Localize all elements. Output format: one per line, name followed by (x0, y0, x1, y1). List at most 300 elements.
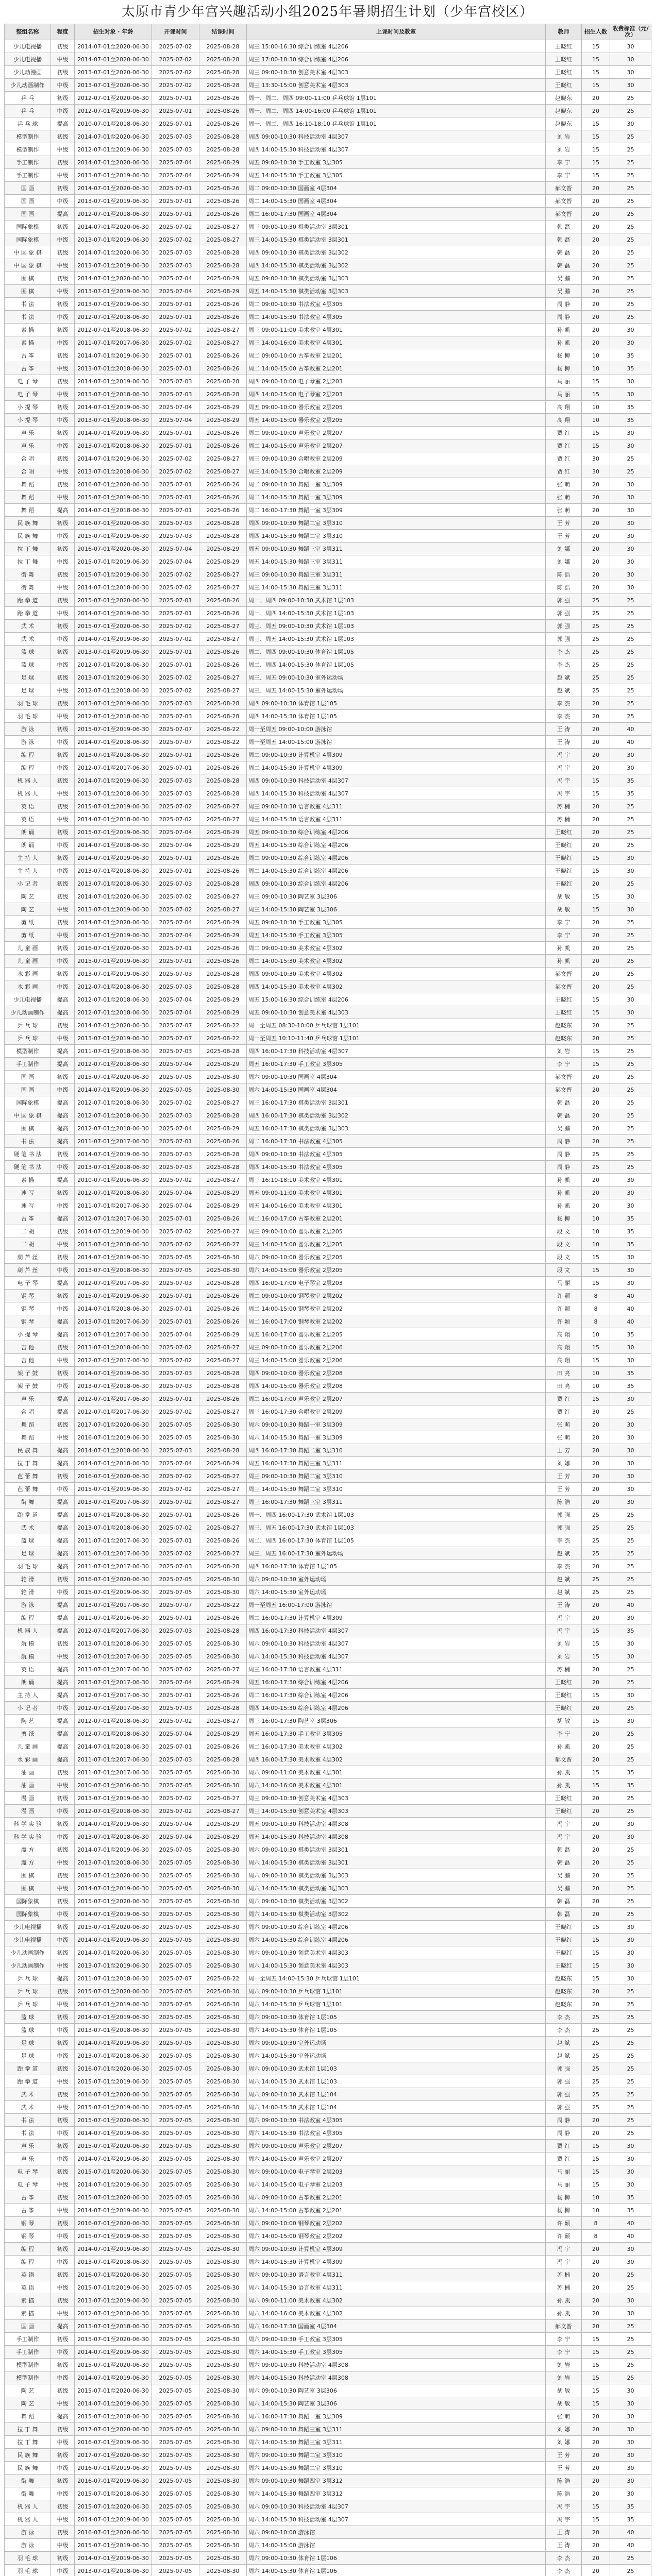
fee-cell: 25 (610, 800, 651, 813)
level-cell: 初级 (51, 2294, 75, 2307)
quota-cell: 20 (582, 1032, 610, 1045)
table-row (5, 169, 651, 182)
end-date-cell: 2025-08-27 (199, 465, 247, 478)
teacher-cell: 李 宁 (546, 929, 582, 942)
quota-cell: 20 (582, 877, 610, 890)
teacher-cell: 郭 强 (546, 2101, 582, 2114)
table-row (5, 2552, 651, 2565)
course-name-cell: 跆 拳 道 (5, 607, 51, 620)
end-date-cell: 2025-08-30 (199, 2256, 247, 2268)
start-date-cell: 2025-07-03 (152, 1109, 199, 1122)
table-row (5, 1921, 651, 1934)
level-cell: 提高 (51, 1006, 75, 1019)
fee-cell: 40 (610, 1315, 651, 1328)
quota-cell: 25 (582, 658, 610, 671)
schedule-room-cell: 周六 09:00-10:30 舞蹈一室 3层309 (247, 1418, 546, 1431)
course-name-cell: 跆 拳 道 (5, 2062, 51, 2075)
end-date-cell: 2025-08-28 (199, 1380, 247, 1393)
age-range-cell: 2013-07-01至2018-06-30 (75, 2256, 152, 2268)
table-row (5, 1122, 651, 1135)
end-date-cell: 2025-08-26 (199, 195, 247, 208)
quota-cell: 15 (582, 2371, 610, 2384)
teacher-cell: 高 翔 (546, 414, 582, 427)
quota-cell: 20 (582, 1457, 610, 1470)
course-name-cell: 舞 蹈 (5, 2410, 51, 2423)
end-date-cell: 2025-08-30 (199, 2475, 247, 2487)
schedule-room-cell: 周五 14:00-15:30 舞蹈三室 3层311 (247, 555, 546, 568)
table-row (5, 2359, 651, 2371)
quota-cell: 20 (582, 221, 610, 233)
age-range-cell: 2014-07-01至2019-06-30 (75, 633, 152, 646)
teacher-cell: 王 芳 (546, 517, 582, 530)
course-name-cell: 少儿动画制作 (5, 1959, 51, 1972)
start-date-cell: 2025-07-05 (152, 1083, 199, 1096)
fee-cell: 30 (610, 1934, 651, 1946)
end-date-cell: 2025-08-30 (199, 2449, 247, 2462)
table-row (5, 130, 651, 143)
start-date-cell: 2025-07-05 (152, 2320, 199, 2333)
fee-cell: 30 (610, 2384, 651, 2397)
quota-cell: 20 (582, 1869, 610, 1882)
start-date-cell: 2025-07-03 (152, 968, 199, 980)
start-date-cell: 2025-07-03 (152, 530, 199, 543)
schedule-room-cell: 周四 14:00-15:30 科技活动室 4层307 (247, 787, 546, 800)
age-range-cell: 2014-07-01至2020-06-30 (75, 53, 152, 66)
teacher-cell: 郭 强 (546, 607, 582, 620)
schedule-room-cell: 周二、周四 14:00-15:30 体育馆 1层105 (247, 658, 546, 671)
level-cell: 初级 (51, 671, 75, 684)
end-date-cell: 2025-08-30 (199, 2384, 247, 2397)
end-date-cell: 2025-08-27 (199, 1483, 247, 1496)
quota-cell: 15 (582, 852, 610, 865)
course-name-cell: 街 舞 (5, 2475, 51, 2487)
level-cell: 初级 (51, 2062, 75, 2075)
quota-cell: 15 (582, 1354, 610, 1367)
start-date-cell: 2025-07-01 (152, 1315, 199, 1328)
age-range-cell: 2014-07-01至2020-06-30 (75, 246, 152, 259)
level-cell: 中级 (51, 414, 75, 427)
schedule-room-cell: 周六 14:00-15:30 室外运动场 (247, 1586, 546, 1599)
teacher-cell: 孙 凯 (546, 1187, 582, 1199)
quota-cell: 15 (582, 53, 610, 66)
schedule-room-cell: 周三 09:00-10:30 合唱教室 2层209 (247, 452, 546, 465)
quota-cell: 20 (582, 2320, 610, 2333)
schedule-room-cell: 周四 09:00-10:00 电子琴室 2层203 (247, 375, 546, 388)
course-name-cell: 朗 诵 (5, 839, 51, 852)
age-range-cell: 2015-07-01至2020-06-30 (75, 594, 152, 607)
schedule-room-cell: 周三 09:00-10:30 语言教室 4层311 (247, 800, 546, 813)
schedule-room-cell: 周二 16:00-17:00 古筝教室 2层201 (247, 1212, 546, 1225)
teacher-cell: 冯 宇 (546, 761, 582, 774)
teacher-cell: 张 萌 (546, 1431, 582, 1444)
fee-cell: 30 (610, 865, 651, 877)
fee-cell: 25 (610, 1045, 651, 1058)
quota-cell: 20 (582, 1792, 610, 1805)
fee-cell: 30 (610, 2449, 651, 2462)
col-header-start: 开课时间 (152, 24, 199, 40)
course-name-cell: 民 族 舞 (5, 530, 51, 543)
end-date-cell: 2025-08-28 (199, 1444, 247, 1457)
teacher-cell: 韩 磊 (546, 221, 582, 233)
end-date-cell: 2025-08-30 (199, 2436, 247, 2449)
teacher-cell: 李 杰 (546, 2011, 582, 2024)
start-date-cell: 2025-07-01 (152, 1740, 199, 1753)
teacher-cell: 陈 浩 (546, 581, 582, 594)
end-date-cell: 2025-08-30 (199, 1071, 247, 1083)
start-date-cell: 2025-07-01 (152, 1689, 199, 1702)
table-row (5, 594, 651, 607)
teacher-cell: 刘 娜 (546, 2436, 582, 2449)
start-date-cell: 2025-07-03 (152, 517, 199, 530)
table-row (5, 1431, 651, 1444)
age-range-cell: 2013-07-01至2018-06-30 (75, 2565, 152, 2576)
fee-cell: 35 (610, 1238, 651, 1251)
fee-cell: 30 (610, 517, 651, 530)
age-range-cell: 2015-07-01至2019-06-30 (75, 2281, 152, 2294)
quota-cell: 20 (582, 1831, 610, 1843)
age-range-cell: 2011-07-01至2017-06-30 (75, 1547, 152, 1560)
course-name-cell: 架 子 鼓 (5, 1367, 51, 1380)
fee-cell: 30 (610, 1393, 651, 1405)
quota-cell: 20 (582, 92, 610, 105)
level-cell: 中级 (51, 684, 75, 697)
course-name-cell: 编 程 (5, 749, 51, 761)
level-cell: 中级 (51, 929, 75, 942)
end-date-cell: 2025-08-28 (199, 259, 247, 272)
table-row (5, 2436, 651, 2449)
level-cell: 初级 (51, 2384, 75, 2397)
course-name-cell: 国际象棋 (5, 233, 51, 246)
level-cell: 初级 (51, 620, 75, 633)
start-date-cell: 2025-07-01 (152, 349, 199, 362)
level-cell: 初级 (51, 1225, 75, 1238)
fee-cell: 25 (610, 594, 651, 607)
table-row (5, 1277, 651, 1290)
fee-cell: 40 (610, 1302, 651, 1315)
course-name-cell: 游 泳 (5, 736, 51, 749)
quota-cell: 10 (582, 401, 610, 414)
level-cell: 中级 (51, 336, 75, 349)
course-name-cell: 英 语 (5, 800, 51, 813)
age-range-cell: 2014-07-01至2019-06-30 (75, 2513, 152, 2526)
fee-cell: 30 (610, 1483, 651, 1496)
end-date-cell: 2025-08-27 (199, 800, 247, 813)
schedule-room-cell: 周六 14:00-15:30 手工教室 3层305 (247, 2346, 546, 2359)
course-name-cell: 主 持 人 (5, 852, 51, 865)
schedule-room-cell: 周六 14:00-15:00 古筝教室 2层201 (247, 2204, 546, 2217)
course-name-cell: 钢 琴 (5, 2217, 51, 2230)
level-cell: 中级 (51, 581, 75, 594)
teacher-cell: 李 杰 (546, 2565, 582, 2576)
table-row (5, 736, 651, 749)
age-range-cell: 2012-07-01至2017-06-30 (75, 1212, 152, 1225)
start-date-cell: 2025-07-05 (152, 2371, 199, 2384)
course-name-cell: 游 泳 (5, 2526, 51, 2539)
course-name-cell: 书 法 (5, 298, 51, 311)
course-name-cell: 英 语 (5, 2268, 51, 2281)
start-date-cell: 2025-07-02 (152, 465, 199, 478)
fee-cell: 30 (610, 1341, 651, 1354)
start-date-cell: 2025-07-07 (152, 723, 199, 736)
quota-cell: 15 (582, 2165, 610, 2178)
table-row (5, 955, 651, 968)
table-row (5, 1766, 651, 1779)
quota-cell: 20 (582, 2268, 610, 2281)
age-range-cell: 2012-07-01至2018-06-30 (75, 684, 152, 697)
quota-cell: 10 (582, 2204, 610, 2217)
teacher-cell: 贾 红 (546, 465, 582, 478)
teacher-cell: 赵晓东 (546, 1985, 582, 1998)
end-date-cell: 2025-08-30 (199, 1637, 247, 1650)
table-row (5, 79, 651, 92)
quota-cell: 20 (582, 1096, 610, 1109)
start-date-cell: 2025-07-01 (152, 92, 199, 105)
fee-cell: 25 (610, 1805, 651, 1818)
start-date-cell: 2025-07-02 (152, 324, 199, 336)
fee-cell: 25 (610, 968, 651, 980)
start-date-cell: 2025-07-02 (152, 1354, 199, 1367)
course-name-cell: 跆 拳 道 (5, 594, 51, 607)
teacher-cell: 王 涛 (546, 723, 582, 736)
end-date-cell: 2025-08-27 (199, 1225, 247, 1238)
table-row (5, 1109, 651, 1122)
table-row (5, 2281, 651, 2294)
teacher-cell: 刘 娜 (546, 543, 582, 555)
age-range-cell: 2013-07-01至2018-06-30 (75, 1521, 152, 1534)
end-date-cell: 2025-08-26 (199, 865, 247, 877)
start-date-cell: 2025-07-01 (152, 427, 199, 439)
course-name-cell: 乒 乓 (5, 92, 51, 105)
course-name-cell: 跆 拳 道 (5, 1509, 51, 1521)
age-range-cell: 2013-07-01至2019-06-30 (75, 285, 152, 298)
table-row (5, 761, 651, 774)
course-name-cell: 轮 滑 (5, 1573, 51, 1586)
teacher-cell: 王晓红 (546, 839, 582, 852)
quota-cell: 15 (582, 2500, 610, 2513)
fee-cell: 35 (610, 787, 651, 800)
age-range-cell: 2014-07-01至2019-06-30 (75, 2204, 152, 2217)
table-row (5, 1740, 651, 1753)
level-cell: 中级 (51, 388, 75, 401)
fee-cell: 30 (610, 2475, 651, 2487)
quota-cell: 20 (582, 1019, 610, 1032)
start-date-cell: 2025-07-05 (152, 1586, 199, 1599)
schedule-room-cell: 周六 14:00-15:30 乒乓球馆 1层101 (247, 1998, 546, 2011)
age-range-cell: 2010-07-01至2016-06-30 (75, 1779, 152, 1792)
age-range-cell: 2013-07-01至2018-06-30 (75, 877, 152, 890)
start-date-cell: 2025-07-01 (152, 749, 199, 761)
quota-cell: 25 (582, 671, 610, 684)
teacher-cell: 张 萌 (546, 504, 582, 517)
age-range-cell: 2016-07-01至2020-06-30 (75, 2268, 152, 2281)
end-date-cell: 2025-08-30 (199, 2037, 247, 2049)
fee-cell: 25 (610, 2075, 651, 2088)
fee-cell: 25 (610, 2552, 651, 2565)
quota-cell: 20 (582, 543, 610, 555)
end-date-cell: 2025-08-28 (199, 79, 247, 92)
quota-cell: 20 (582, 2526, 610, 2539)
quota-cell: 25 (582, 1521, 610, 1534)
quota-cell: 15 (582, 1779, 610, 1792)
end-date-cell: 2025-08-29 (199, 839, 247, 852)
course-name-cell: 二 胡 (5, 1238, 51, 1251)
course-name-cell: 街 舞 (5, 581, 51, 594)
schedule-room-cell: 周五 09:00-10:30 棋类活动室 3层303 (247, 272, 546, 285)
quota-cell: 15 (582, 865, 610, 877)
table-row (5, 1818, 651, 1831)
fee-cell: 30 (610, 993, 651, 1006)
quota-cell: 15 (582, 1637, 610, 1650)
schedule-room-cell: 周六 09:00-10:30 体育馆 1层105 (247, 2011, 546, 2024)
level-cell: 初级 (51, 1895, 75, 1908)
end-date-cell: 2025-08-27 (199, 336, 247, 349)
start-date-cell: 2025-07-02 (152, 890, 199, 903)
start-date-cell: 2025-07-02 (152, 1663, 199, 1676)
level-cell: 中级 (51, 2436, 75, 2449)
teacher-cell: 李 宁 (546, 1058, 582, 1071)
age-range-cell: 2010-07-01至2016-06-30 (75, 1174, 152, 1187)
quota-cell: 8 (582, 2230, 610, 2243)
quota-cell: 20 (582, 1676, 610, 1689)
level-cell: 中级 (51, 2178, 75, 2191)
schedule-room-cell: 周三、周五 16:00-17:30 武术馆 1层103 (247, 1521, 546, 1534)
teacher-cell: 马 丽 (546, 1277, 582, 1290)
fee-cell: 25 (610, 1727, 651, 1740)
schedule-room-cell: 周四 14:00-15:00 器乐教室 2层208 (247, 1380, 546, 1393)
age-range-cell: 2015-07-01至2020-06-30 (75, 1985, 152, 1998)
schedule-room-cell: 周三 16:00-17:30 舞蹈三室 3层311 (247, 1496, 546, 1509)
level-cell: 中级 (51, 169, 75, 182)
start-date-cell: 2025-07-05 (152, 2075, 199, 2088)
end-date-cell: 2025-08-29 (199, 156, 247, 169)
end-date-cell: 2025-08-26 (199, 1534, 247, 1547)
start-date-cell: 2025-07-05 (152, 2410, 199, 2423)
fee-cell: 30 (610, 761, 651, 774)
teacher-cell: 郝文晋 (546, 1753, 582, 1766)
table-row (5, 221, 651, 233)
start-date-cell: 2025-07-03 (152, 246, 199, 259)
fee-cell: 35 (610, 774, 651, 787)
age-range-cell: 2015-07-01至2019-06-30 (75, 1483, 152, 1496)
schedule-room-cell: 周三 16:00-17:30 语言教室 4层311 (247, 1663, 546, 1676)
teacher-cell: 韩 磊 (546, 1895, 582, 1908)
start-date-cell: 2025-07-05 (152, 2024, 199, 2037)
quota-cell: 15 (582, 156, 610, 169)
age-range-cell: 2014-07-01至2020-06-30 (75, 916, 152, 929)
start-date-cell: 2025-07-03 (152, 1444, 199, 1457)
level-cell: 中级 (51, 1586, 75, 1599)
level-cell: 提高 (51, 1393, 75, 1405)
teacher-cell: 刘 岩 (546, 1650, 582, 1663)
schedule-room-cell: 周五 16:00-17:30 手工教室 3层305 (247, 1727, 546, 1740)
teacher-cell: 郭 强 (546, 1521, 582, 1534)
schedule-room-cell: 周二 09:00-10:30 舞蹈一室 3层309 (247, 478, 546, 491)
start-date-cell: 2025-07-01 (152, 105, 199, 117)
quota-cell: 30 (582, 452, 610, 465)
course-name-cell: 科 学 实 验 (5, 1831, 51, 1843)
age-range-cell: 2013-07-01至2017-06-30 (75, 1676, 152, 1689)
end-date-cell: 2025-08-28 (199, 517, 247, 530)
fee-cell: 30 (610, 568, 651, 581)
age-range-cell: 2015-07-01至2019-06-30 (75, 723, 152, 736)
course-name-cell: 电 子 琴 (5, 375, 51, 388)
teacher-cell: 杨 柳 (546, 2204, 582, 2217)
quota-cell: 20 (582, 749, 610, 761)
age-range-cell: 2012-07-01至2017-06-30 (75, 1393, 152, 1405)
start-date-cell: 2025-07-03 (152, 388, 199, 401)
schedule-room-cell: 周二 14:00-15:00 钢琴教室 2层202 (247, 1302, 546, 1315)
fee-cell: 35 (610, 1212, 651, 1225)
schedule-room-cell: 周四 09:00-10:30 书法教室 4层305 (247, 1148, 546, 1161)
course-name-cell: 少儿电视播 (5, 53, 51, 66)
teacher-cell: 杨 柳 (546, 2191, 582, 2204)
age-range-cell: 2013-07-01至2019-06-30 (75, 2294, 152, 2307)
start-date-cell: 2025-07-05 (152, 1251, 199, 1264)
schedule-room-cell: 周一至周五 14:00-15:00 游泳馆 (247, 736, 546, 749)
teacher-cell: 许 颖 (546, 1302, 582, 1315)
level-cell: 提高 (51, 1689, 75, 1702)
teacher-cell: 吴 鹏 (546, 272, 582, 285)
fee-cell: 25 (610, 259, 651, 272)
teacher-cell: 田 亮 (546, 1380, 582, 1393)
teacher-cell: 孙 凯 (546, 336, 582, 349)
start-date-cell: 2025-07-05 (152, 1959, 199, 1972)
age-range-cell: 2013-07-01至2018-06-30 (75, 865, 152, 877)
level-cell: 初级 (51, 246, 75, 259)
fee-cell: 25 (610, 1135, 651, 1148)
age-range-cell: 2013-07-01至2018-06-30 (75, 1831, 152, 1843)
age-range-cell: 2015-07-01至2019-06-30 (75, 568, 152, 581)
level-cell: 提高 (51, 1753, 75, 1766)
course-name-cell: 舞 蹈 (5, 504, 51, 517)
level-cell: 提高 (51, 1715, 75, 1727)
start-date-cell: 2025-07-05 (152, 2165, 199, 2178)
quota-cell: 25 (582, 620, 610, 633)
age-range-cell: 2014-07-01至2019-06-30 (75, 852, 152, 865)
end-date-cell: 2025-08-26 (199, 427, 247, 439)
teacher-cell: 王晓红 (546, 1689, 582, 1702)
age-range-cell: 2015-07-01至2019-06-30 (75, 2075, 152, 2088)
teacher-cell: 杨 柳 (546, 1212, 582, 1225)
teacher-cell: 冯 宇 (546, 1831, 582, 1843)
start-date-cell: 2025-07-02 (152, 1521, 199, 1534)
fee-cell: 30 (610, 2397, 651, 2410)
start-date-cell: 2025-07-05 (152, 1856, 199, 1869)
course-name-cell: 英 语 (5, 813, 51, 826)
start-date-cell: 2025-07-01 (152, 1302, 199, 1315)
quota-cell: 15 (582, 1341, 610, 1354)
schedule-room-cell: 周六 09:00-10:30 科技活动室 4层307 (247, 2500, 546, 2513)
age-range-cell: 2011-07-01至2016-06-30 (75, 1612, 152, 1624)
schedule-room-cell: 周三、周五 14:00-15:30 武术馆 1层103 (247, 633, 546, 646)
end-date-cell: 2025-08-30 (199, 1766, 247, 1779)
teacher-cell: 苏 楠 (546, 800, 582, 813)
table-row (5, 2449, 651, 2462)
table-row (5, 1302, 651, 1315)
fee-cell: 30 (610, 1946, 651, 1959)
quota-cell: 10 (582, 1225, 610, 1238)
course-name-cell: 游 泳 (5, 723, 51, 736)
schedule-room-cell: 周二 16:00-17:00 声乐教室 2层207 (247, 1393, 546, 1405)
table-row (5, 1689, 651, 1702)
table-row (5, 2230, 651, 2243)
schedule-room-cell: 周三 14:00-15:30 舞蹈三室 3层311 (247, 581, 546, 594)
end-date-cell: 2025-08-28 (199, 1109, 247, 1122)
start-date-cell: 2025-07-07 (152, 1032, 199, 1045)
course-name-cell: 模型制作 (5, 130, 51, 143)
course-name-cell: 足 球 (5, 684, 51, 697)
end-date-cell: 2025-08-26 (199, 182, 247, 195)
